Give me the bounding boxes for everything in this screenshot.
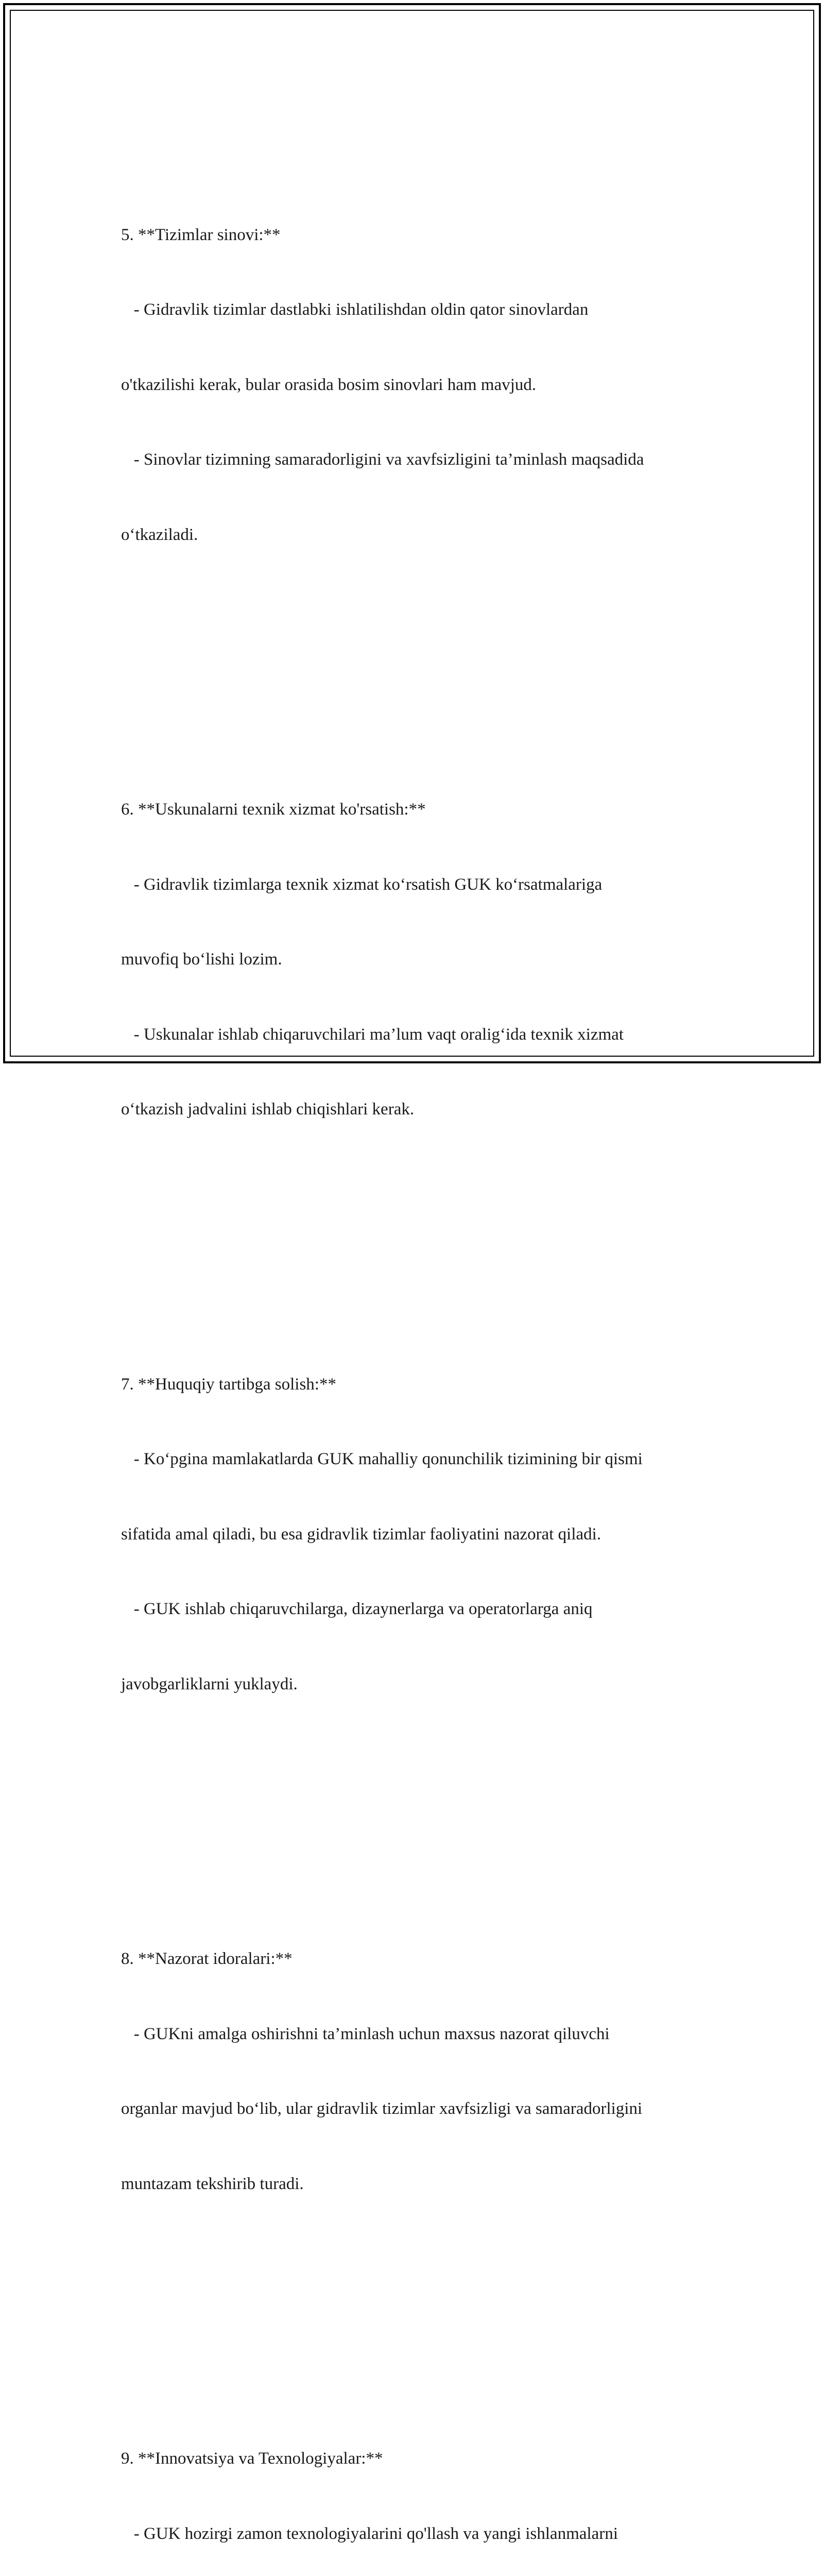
section-6-texnik-xizmat [121, 747, 713, 1172]
paragraph-line: - Uskunalar ishlab chiqaruvchilari ma’lum vaqt oralig‘ida texnik xizmat [121, 1025, 624, 1044]
blank-line [121, 1797, 713, 1822]
paragraph-line: sifatida amal qiladi, bu esa gidravlik tizimlar faoliyatini nazorat qiladi. [121, 1524, 601, 1544]
paragraph-line: - Sinovlar tizimning samaradorligini va xavfsizligini ta’minlash maqsadida [121, 450, 644, 469]
paragraph-line: javobgarliklarni yuklaydi. [121, 1674, 298, 1693]
paragraph-line: o‘tkaziladi. [121, 525, 198, 544]
paragraph-line: muntazam tekshirib turadi. [121, 2174, 304, 2193]
blank-line [121, 1222, 713, 1247]
section-7-huquqiy-tartibga-solish [121, 1322, 713, 1747]
section-heading: 5. **Tizimlar sinovi:** [121, 225, 281, 244]
paragraph-line: - Gidravlik tizimlar dastlabki ishlatilishdan oldin qator sinovlardan [121, 300, 589, 319]
paragraph-line: - GUK ishlab chiqaruvchilarga, dizaynerlarga va operatorlarga aniq [121, 1600, 593, 1618]
paragraph-line: - GUK hozirgi zamon texnologiyalarini qo'llash va yangi ishlanmalarni [121, 2524, 618, 2543]
paragraph-line: - Ko‘pgina mamlakatlarda GUK mahalliy qonunchilik tizimining bir qismi [121, 1450, 643, 1468]
paragraph-line: - GUKni amalga oshirishni ta’minlash uchun maxsus nazorat qiluvchi [121, 2024, 610, 2043]
paragraph-line: - Gidravlik tizimlarga texnik xizmat ko‘rsatish GUK ko‘rsatmalariga [121, 875, 603, 894]
paragraph-line: muvofiq bo‘lishi lozim. [121, 950, 282, 969]
section-8-nazorat-idoralari [121, 1896, 713, 2246]
section-heading: 8. **Nazorat idoralari:** [121, 1950, 293, 1968]
paragraph-line: o‘tkazish jadvalini ishlab chiqishlari kerak. [121, 1100, 415, 1118]
blank-line [121, 647, 713, 672]
paragraph-line: o'tkazilishi kerak, bular orasida bosim sinovlari ham mavjud. [121, 375, 537, 394]
section-heading: 6. **Uskunalarni texnik xizmat ko'rsatish:** [121, 800, 426, 819]
section-5-tizimlar-sinovi [121, 173, 713, 598]
paragraph-line: organlar mavjud bo‘lib, ular gidravlik tizimlar xavfsizligi va samaradorligini [121, 2099, 643, 2118]
document-body [121, 97, 713, 2576]
section-heading: 7. **Huquqiy tartibga solish:** [121, 1375, 336, 1394]
blank-line [121, 2296, 713, 2321]
section-heading: 9. **Innovatsiya va Texnologiyalar:** [121, 2449, 383, 2468]
section-9-innovatsiya [121, 2396, 713, 2576]
